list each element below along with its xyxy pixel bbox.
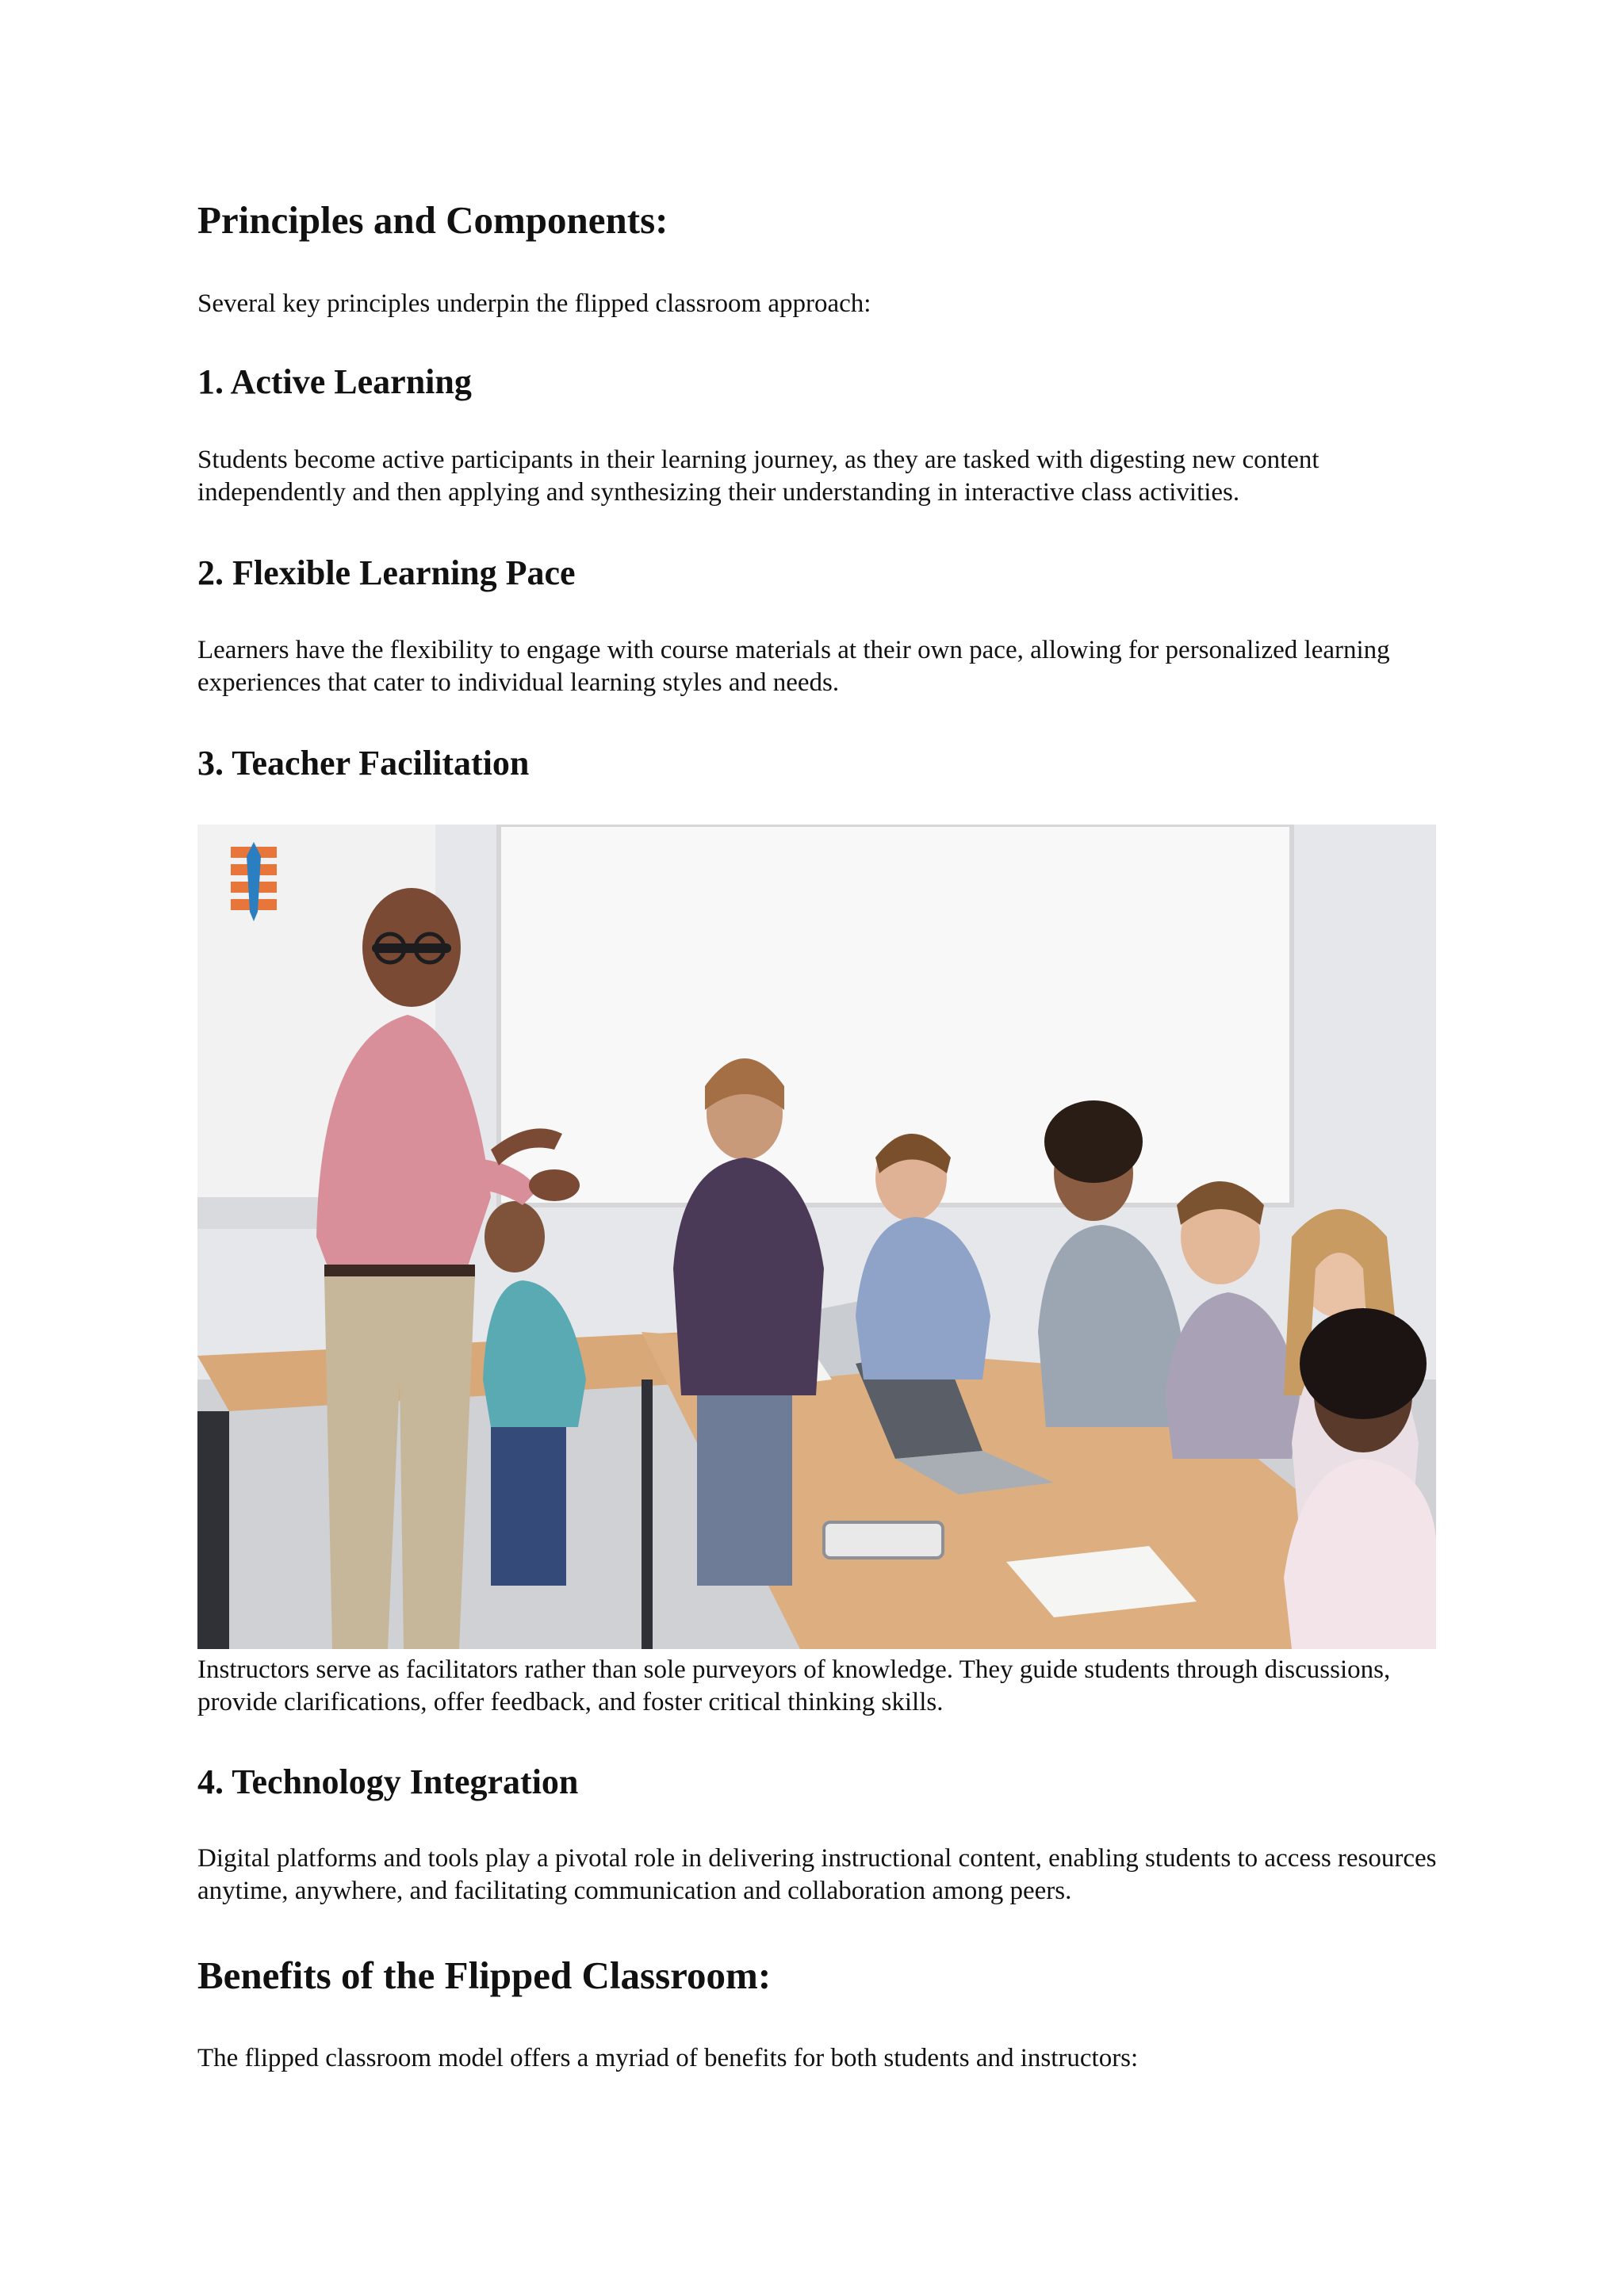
teacher-facilitation-heading: 3. Teacher Facilitation [197,744,530,783]
active-learning-heading: 1. Active Learning [197,362,472,401]
teacher-facilitation-text: Instructors serve as facilitators rather than sole purveyors of knowledge. They guide students through discussions, provide clarifications, offer feedback, and foster critical thinking skills. [197,1655,1391,1716]
technology-integration-heading: 4. Technology Integration [197,1762,579,1801]
benefits-heading: Benefits of the Flipped Classroom: [197,1954,772,1997]
flexible-pace-heading: 2. Flexible Learning Pace [197,553,576,592]
active-learning-text: Students become active participants in their learning journey, as they are tasked with digesting new content independently and then applying and synthesizing their understanding in interactive class activities. [197,446,1320,507]
principles-heading: Principles and Components: [197,198,668,242]
principles-intro: Several key principles underpin the flipped classroom approach: [197,289,871,318]
benefits-intro: The flipped classroom model offers a myriad of benefits for both students and instructors: [197,2044,1139,2072]
pen-logo-icon [231,842,277,921]
classroom-photo [197,825,1436,1649]
technology-integration-text: Digital platforms and tools play a pivotal role in delivering instructional content, enabling students to access resources anytime, anywhere, and facilitating communication and collaboration among peers. [197,1844,1437,1905]
flexible-pace-text: Learners have the flexibility to engage with course materials at their own pace, allowing for personalized learning experiences that cater to individual learning styles and needs. [197,636,1390,697]
